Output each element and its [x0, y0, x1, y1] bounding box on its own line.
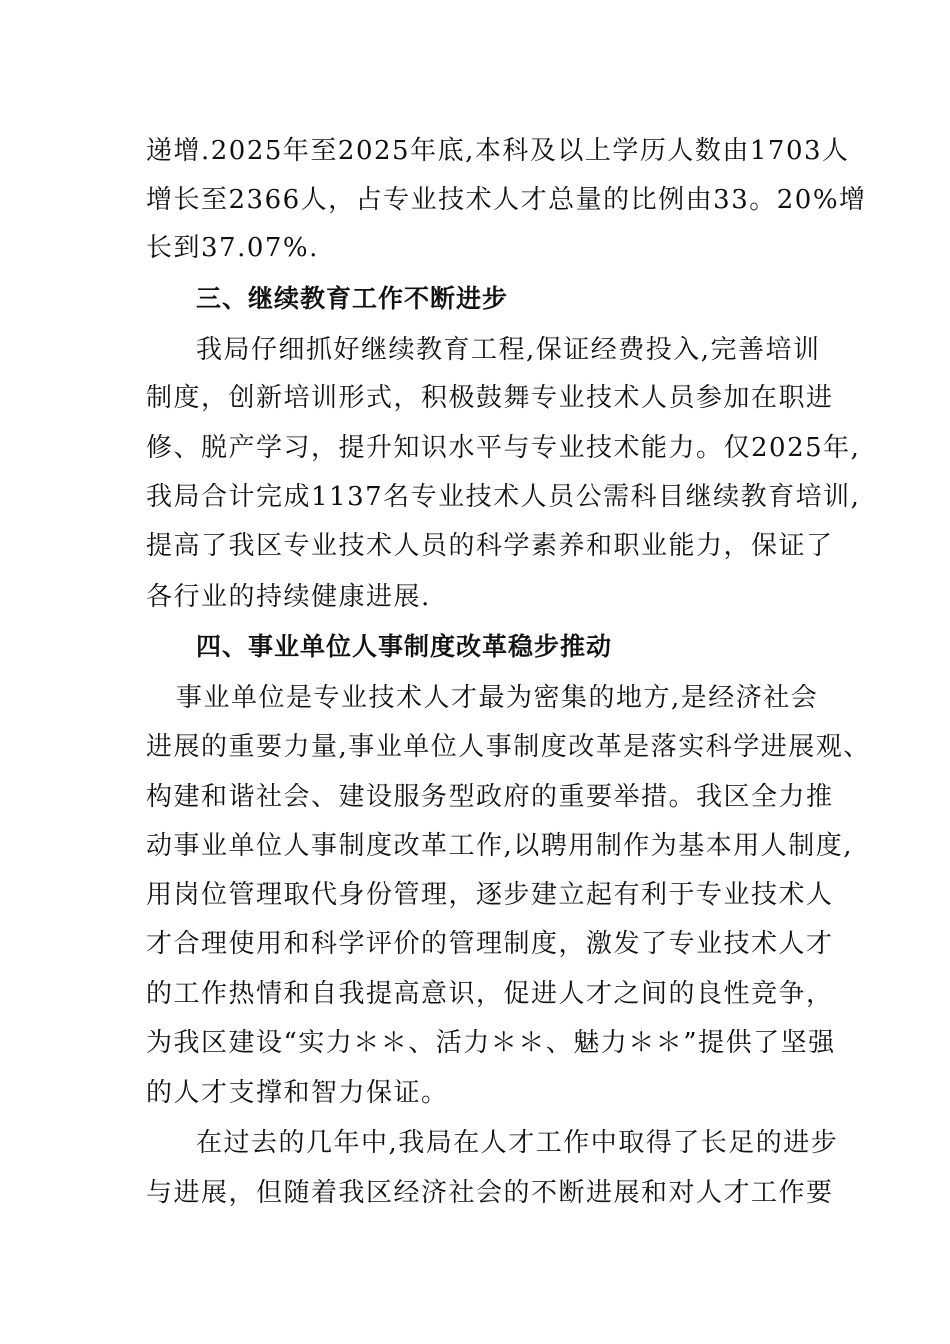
text-line: 制度，创新培训形式，积极鼓舞专业技术人员参加在职进: [146, 383, 834, 413]
text-line: 才合理使用和科学评价的管理制度，激发了专业技术人才: [146, 929, 834, 959]
text-line: 各行业的持续健康进展.: [146, 582, 431, 612]
text-line: 递增.2025年至2025年底,本科及以上学历人数由1703人: [146, 136, 850, 166]
text-line: 进展的重要力量,事业单位人事制度改革是落实科学进展观、: [146, 732, 871, 762]
text-line: 长到37.07%.: [146, 233, 319, 263]
text-line: 在过去的几年中,我局在人才工作中取得了长足的进步: [196, 1128, 839, 1158]
text-line: 我局仔细抓好继续教育工程,保证经费投入,完善培训: [196, 335, 821, 365]
section-heading-3: 三、继续教育工作不断进步: [196, 284, 509, 313]
text-line: 的人才支撑和智力保证。: [146, 1078, 449, 1108]
text-line: 的工作热情和自我提高意识，促进人才之间的良性竞争，: [146, 979, 834, 1009]
text-line: 修、脱产学习，提升知识水平与专业技术能力。仅2025年,: [146, 433, 861, 463]
text-line: 增长至2366人，占专业技术人才总量的比例由33。20%增: [146, 185, 867, 215]
text-line: 提高了我区专业技术人员的科学素养和职业能力，保证了: [146, 531, 834, 561]
text-line: 为我区建设“实力＊＊、活力＊＊、魅力＊＊”提供了坚强: [146, 1028, 836, 1058]
text-line: 动事业单位人事制度改革工作,以聘用制作为基本用人制度,: [146, 831, 854, 861]
section-heading-4: 四、事业单位人事制度改革稳步推动: [196, 632, 613, 661]
text-line: 用岗位管理取代身份管理，逐步建立起有利于专业技术人: [146, 880, 834, 910]
text-line: 事业单位是专业技术人才最为密集的地方,是经济社会: [176, 683, 819, 713]
text-line: 与进展，但随着我区经济社会的不断进展和对人才工作要: [146, 1178, 834, 1208]
text-line: 我局合计完成1137名专业技术人员公需科目继续教育培训,: [146, 482, 861, 512]
text-line: 构建和谐社会、建设服务型政府的重要举措。我区全力推: [146, 782, 834, 812]
